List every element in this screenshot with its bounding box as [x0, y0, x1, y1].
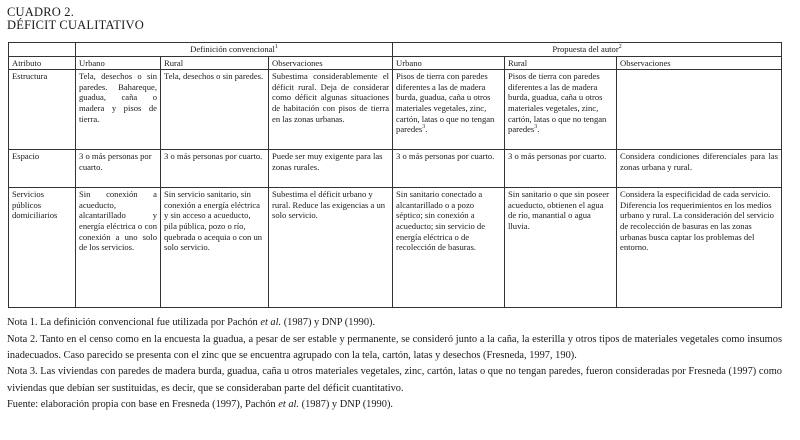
cell-attribute: Servicios públicos domiciliarios: [9, 188, 76, 308]
cell-attribute: Espacio: [9, 150, 76, 188]
table-caption: [7, 6, 786, 32]
deficit-table: [8, 42, 782, 308]
cell-author-observations: Considera la especificidad de cada servicio. Diferencia los requerimientos en los medios urbano y rural. La consideración del servicio de recolección de basuras en las zonas urbanas busca captar los problemas del entorno.: [617, 188, 782, 308]
table-column-header-row: [9, 56, 782, 70]
column-header-conv-urban: Urbano: [76, 56, 161, 70]
column-header-author-rural: Rural: [505, 56, 617, 70]
cell-author-urban: Pisos de tierra con paredes diferentes a las de madera burda, guadua, caña u otros materiales vegetales, zinc, cartón, latas o que no tengan paredes$^3$.: [393, 70, 505, 150]
column-header-conv-observations: Observaciones: [269, 56, 393, 70]
note-1: Nota 1. La definición convencional fue utilizada por Pachón et al. (1987) y DNP (1990).: [7, 317, 376, 329]
cell-conv-rural: 3 o más personas por cuarto.: [161, 150, 269, 188]
caption-number: CUADRO 2.: [7, 5, 75, 19]
note-3: Nota 3. Las viviendas con paredes de madera burda, guadua, caña u otros materiales vegetales, zinc, cartón, latas o que no tengan paredes, fueron consideradas por Fresneda (1997) como viviendas que debían ser sustituidas, es decir, que se consideraban parte del déficit cuantitativo.: [7, 366, 782, 394]
cell-author-urban: 3 o más personas por cuarto.: [393, 150, 505, 188]
cell-conv-rural: Sin servicio sanitario, sin conexión a energía eléctrica y sin acceso a acueducto, pila pública, pozo o río, quebrada o acequia o con un solo servicio.: [161, 188, 269, 308]
footnote-marker: 1: [274, 44, 278, 51]
cell-author-urban: Sin sanitario conectado a alcantarillado o a pozo séptico; sin conexión a acueducto; sin servicio de energía eléctrica o de recolección de basuras.: [393, 188, 505, 308]
cell-conv-observations: Subestima considerablemente el déficit rural. Deja de considerar como déficit algunas situaciones de habitación con pisos de tierra en las zonas urbanas.: [269, 70, 393, 150]
table-notes: [6, 315, 782, 413]
table-row-estructura: [9, 70, 782, 150]
cell-conv-urban: Tela, desechos o sin paredes. Bahareque, guadua, caña o madera y pisos de tierra.: [76, 70, 161, 150]
footnote-marker: 3: [422, 124, 426, 131]
cell-author-observations: [617, 70, 782, 150]
header-author-proposal: Propuesta del autor$^2$: [393, 43, 782, 57]
column-header-attribute: Atributo: [9, 56, 76, 70]
header-empty-cell: [9, 43, 76, 57]
header-conventional-definition: Definición convencional$^1$: [76, 43, 393, 57]
cell-conv-urban: Sin conexión a acueducto, alcantarillado y energía eléctrica o con conexión a uno solo de los servicios.: [76, 188, 161, 308]
column-header-conv-rural: Rural: [161, 56, 269, 70]
table-row-espacio: [9, 150, 782, 188]
column-header-author-urban: Urbano: [393, 56, 505, 70]
cell-conv-urban: 3 o más personas por cuarto.: [76, 150, 161, 188]
note-2: Nota 2. Tanto en el censo como en la encuesta la guadua, a pesar de ser estable y permanente, se consideró junto a la caña, la esterilla y otros tipos de materiales vegetales como insumos inadecuados. Caso parecido se presenta con el zinc que se encuentra agrupado con la tela, cartón, latas y desechos (Fresneda, 1997, 190).: [7, 333, 782, 361]
source-note: Fuente: elaboración propia con base en Fresneda (1997), Pachón et al. (1987) y DNP (1990).: [7, 399, 394, 411]
cell-author-rural: 3 o más personas por cuarto.: [505, 150, 617, 188]
cell-conv-observations: Puede ser muy exigente para las zonas rurales.: [269, 150, 393, 188]
footnote-marker: 3: [534, 124, 538, 131]
table-row-servicios: [9, 188, 782, 308]
footnote-marker: 2: [618, 44, 622, 51]
cell-conv-rural: Tela, desechos o sin paredes.: [161, 70, 269, 150]
cell-author-rural: Sin sanitario o que sin poseer acueducto, obtienen el agua de río, manantial o agua lluvia.: [505, 188, 617, 308]
table-group-header-row: [9, 43, 782, 57]
cell-author-observations: Considera condiciones diferenciales para las zonas urbana y rural.: [617, 150, 782, 188]
caption-title: DÉFICIT CUALITATIVO: [7, 18, 144, 32]
cell-conv-observations: Subestima el déficit urbano y rural. Reduce las exigencias a un solo servicio.: [269, 188, 393, 308]
cell-author-rural: Pisos de tierra con paredes diferentes a las de madera burda, guadua, caña u otros materiales vegetales, zinc, cartón, latas o que no tengan paredes$^3$.: [505, 70, 617, 150]
column-header-author-observations: Observaciones: [617, 56, 782, 70]
cell-attribute: Estructura: [9, 70, 76, 150]
